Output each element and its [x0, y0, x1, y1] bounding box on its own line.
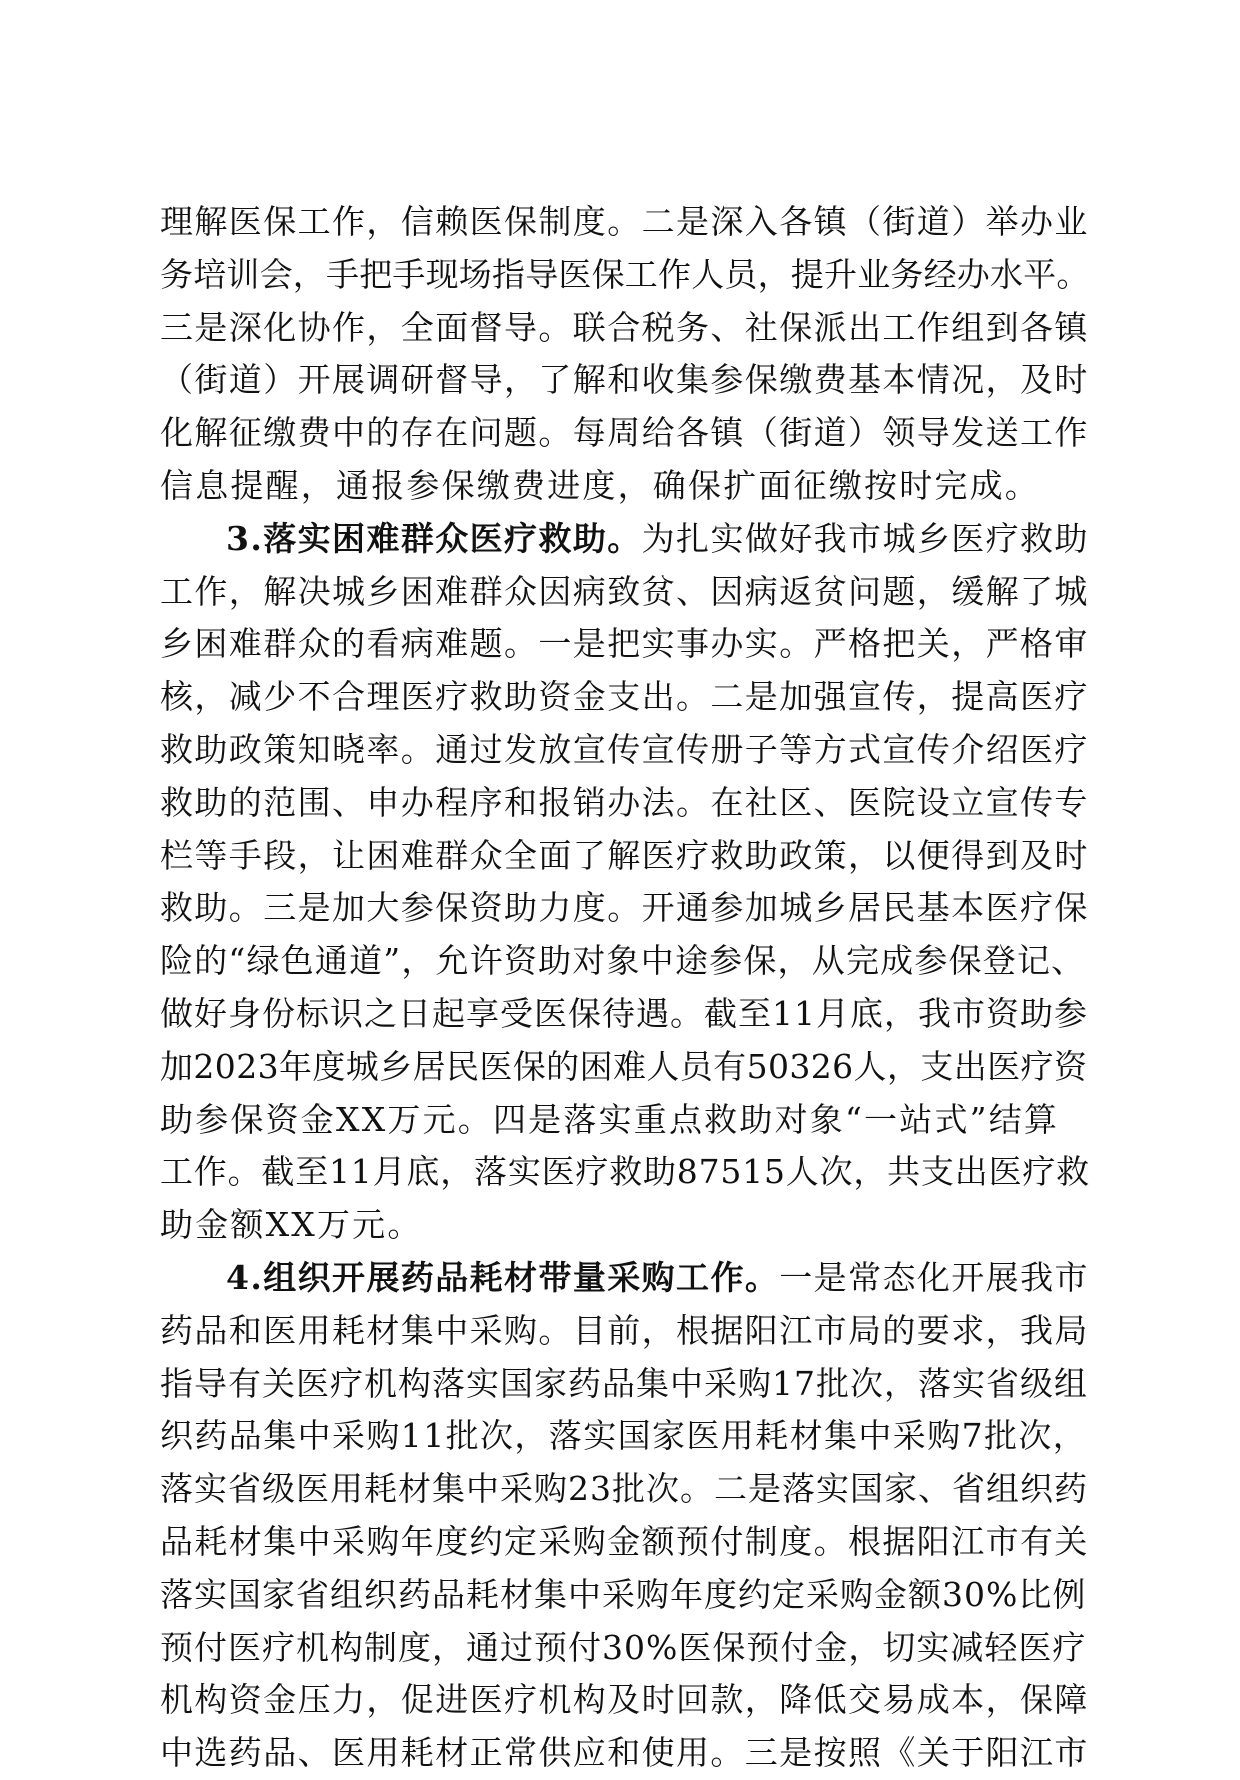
document-body — [160, 196, 1090, 1780]
line-text: 预付医疗机构制度，通过预付30%医保预付金，切实减轻医疗 — [160, 1627, 1087, 1667]
line-text: 理解医保工作，信赖医保制度。二是深入各镇（街道）举办业 — [160, 202, 1089, 241]
line-text: 救助的范围、申办程序和报销办法。在社区、医院设立宣传专 — [160, 782, 1089, 822]
text-line — [160, 1516, 1090, 1569]
text-line — [160, 354, 1090, 407]
line-text: 做好身份标识之日起享受医保待遇。截至11月底，我市资助参 — [160, 993, 1088, 1033]
text-line — [160, 724, 1090, 777]
line-text: 机构资金压力，促进医疗机构及时回款，降低交易成本，保障 — [160, 1680, 1089, 1720]
section-heading: 3.落实困难群众医疗救助。 — [226, 518, 642, 558]
text-line — [160, 935, 1090, 988]
line-text: 栏等手段，让困难群众全面了解医疗救助政策，以便得到及时 — [160, 835, 1089, 875]
line-text: 药品和医用耗材集中采购。目前，根据阳江市局的要求，我局 — [160, 1310, 1089, 1350]
text-line — [160, 618, 1090, 671]
line-text: 险的“绿色通道”，允许资助对象中途参保，从完成参保登记、 — [160, 941, 1086, 981]
line-text: 为扎实做好我市城乡医疗救助 — [641, 518, 1089, 558]
text-line — [160, 1569, 1090, 1622]
line-text: 织药品集中采购11批次，落实国家医用耗材集中采购7批次， — [160, 1416, 1088, 1456]
text-line — [160, 566, 1090, 619]
text-line — [160, 249, 1090, 302]
line-text: 加2023年度城乡居民医保的困难人员有50326人，支出医疗资 — [160, 1046, 1088, 1086]
line-text: 核，减少不合理医疗救助资金支出。二是加强宣传，提高医疗 — [160, 677, 1089, 717]
line-text: 救助政策知晓率。通过发放宣传宣传册子等方式宣传介绍医疗 — [160, 729, 1089, 769]
line-text: 落实省级医用耗材集中采购23批次。二是落实国家、省组织药 — [160, 1469, 1088, 1509]
text-line — [160, 988, 1090, 1041]
section-4-first-line — [160, 1252, 1090, 1305]
text-line — [160, 460, 1090, 513]
text-line — [160, 196, 1090, 249]
line-text: 化解征缴费中的存在问题。每周给各镇（街道）领导发送工作 — [160, 413, 1089, 453]
line-text: 信息提醒，通报参保缴费进度，确保扩面征缴按时完成。 — [160, 465, 1040, 505]
text-line — [160, 882, 1090, 935]
line-text: 品耗材集中采购年度约定采购金额预付制度。根据阳江市有关 — [160, 1521, 1089, 1561]
text-line — [160, 1622, 1090, 1675]
line-text: 乡困难群众的看病难题。一是把实事办实。严格把关，严格审 — [160, 624, 1089, 664]
line-text: （街道）开展调研督导，了解和收集参保缴费基本情况，及时 — [160, 360, 1089, 400]
line-text: 务培训会，手把手现场指导医保工作人员，提升业务经办水平。 — [160, 254, 1090, 294]
line-text: 落实国家省组织药品耗材集中采购年度约定采购金额30%比例 — [160, 1574, 1087, 1614]
text-line — [160, 302, 1090, 355]
line-text: 三是深化协作，全面督导。联合税务、社保派出工作组到各镇 — [160, 307, 1089, 347]
text-line — [160, 1674, 1090, 1727]
line-text: 救助。三是加大参保资助力度。开通参加城乡居民基本医疗保 — [160, 888, 1089, 928]
line-text: 一是常态化开展我市 — [779, 1257, 1089, 1297]
text-line — [160, 1041, 1090, 1094]
line-text: 中选药品、医用耗材正常供应和使用。三是按照《关于阳江市 — [160, 1733, 1089, 1773]
text-line — [160, 1410, 1090, 1463]
text-line — [160, 1199, 1090, 1252]
text-line — [160, 1358, 1090, 1411]
text-line — [160, 1463, 1090, 1516]
text-line — [160, 407, 1090, 460]
text-line — [160, 830, 1090, 883]
line-text: 工作。截至11月底，落实医疗救助87515人次，共支出医疗救 — [160, 1152, 1090, 1192]
text-line — [160, 1305, 1090, 1358]
text-line — [160, 1094, 1090, 1147]
line-text: 助金额XX万元。 — [160, 1205, 423, 1245]
text-line — [160, 1146, 1090, 1199]
section-3-first-line — [160, 513, 1090, 566]
section-heading: 4.组织开展药品耗材带量采购工作。 — [226, 1257, 780, 1297]
line-text: 工作，解决城乡困难群众因病致贫、因病返贫问题，缓解了城 — [160, 571, 1089, 611]
text-line — [160, 777, 1090, 830]
line-text: 助参保资金XX万元。四是落实重点救助对象“一站式”结算 — [160, 1099, 1060, 1139]
text-line — [160, 671, 1090, 724]
line-text: 指导有关医疗机构落实国家药品集中采购17批次，落实省级组 — [160, 1363, 1088, 1403]
